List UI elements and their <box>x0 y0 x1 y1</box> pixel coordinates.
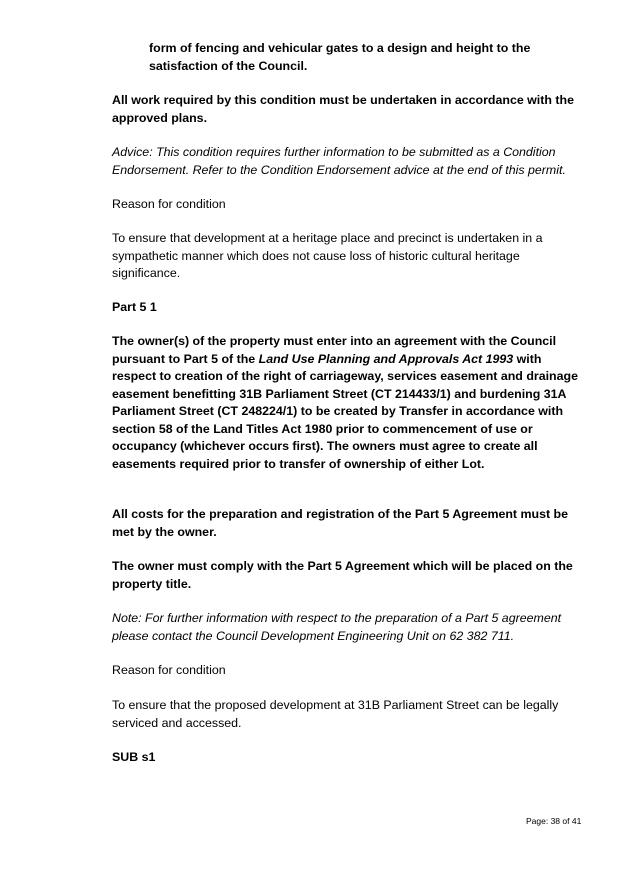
part5-body-rest: with respect to creation of the right of carriageway, services easement and drainage easement benefitting 31B Parliament Street (CT 214433/1) and burdening 31A Parliament Street (CT 248224/1) to be created by Transfer in accordance with section 58 of the Land Titles Act 1980 prior to commencement of use or occupancy (whichever occurs first). The owners must agree to create all easements required prior to transfer of ownership of either Lot. <box>112 351 578 471</box>
paragraph-reason-1: To ensure that development at a heritage place and precinct is undertaken in a sympathetic manner which does not cause loss of historic cultural heritage significance. <box>112 231 543 280</box>
act-name: Land Use Planning and Approvals Act 1993 <box>258 351 514 366</box>
page-number: Page: 38 of 41 <box>526 816 582 826</box>
sub-heading: SUB s1 <box>112 750 156 764</box>
paragraph-gates: form of fencing and vehicular gates to a design and height to the satisfaction of the Council. <box>149 41 531 73</box>
paragraph-advice: Advice: This condition requires further information to be submitted as a Condition Endorsement. Refer to the Condition Endorsement advice at the end of this permit. <box>112 145 566 177</box>
paragraph-reason-2: To ensure that the proposed development at 31B Parliament Street can be legally serviced and accessed. <box>112 698 559 730</box>
part5-body-lead: The owner(s) of the property must enter into an agreement with the Council pursuant to Part 5 of the <box>112 334 557 366</box>
paragraph-comply: The owner must comply with the Part 5 Agreement which will be placed on the property title. <box>112 559 573 591</box>
part5-body <box>112 333 582 473</box>
reason-heading-1: Reason for condition <box>112 197 226 211</box>
paragraph-note: Note: For further information with respect to the preparation of a Part 5 agreement please contact the Council Development Engineering Unit on 62 382 711. <box>112 611 562 643</box>
paragraph-work-required: All work required by this condition must be undertaken in accordance with the approved plans. <box>112 93 574 125</box>
part5-heading: Part 5 1 <box>112 300 157 314</box>
paragraph-costs: All costs for the preparation and registration of the Part 5 Agreement must be met by the owner. <box>112 507 569 539</box>
reason-heading-2: Reason for condition <box>112 663 226 677</box>
